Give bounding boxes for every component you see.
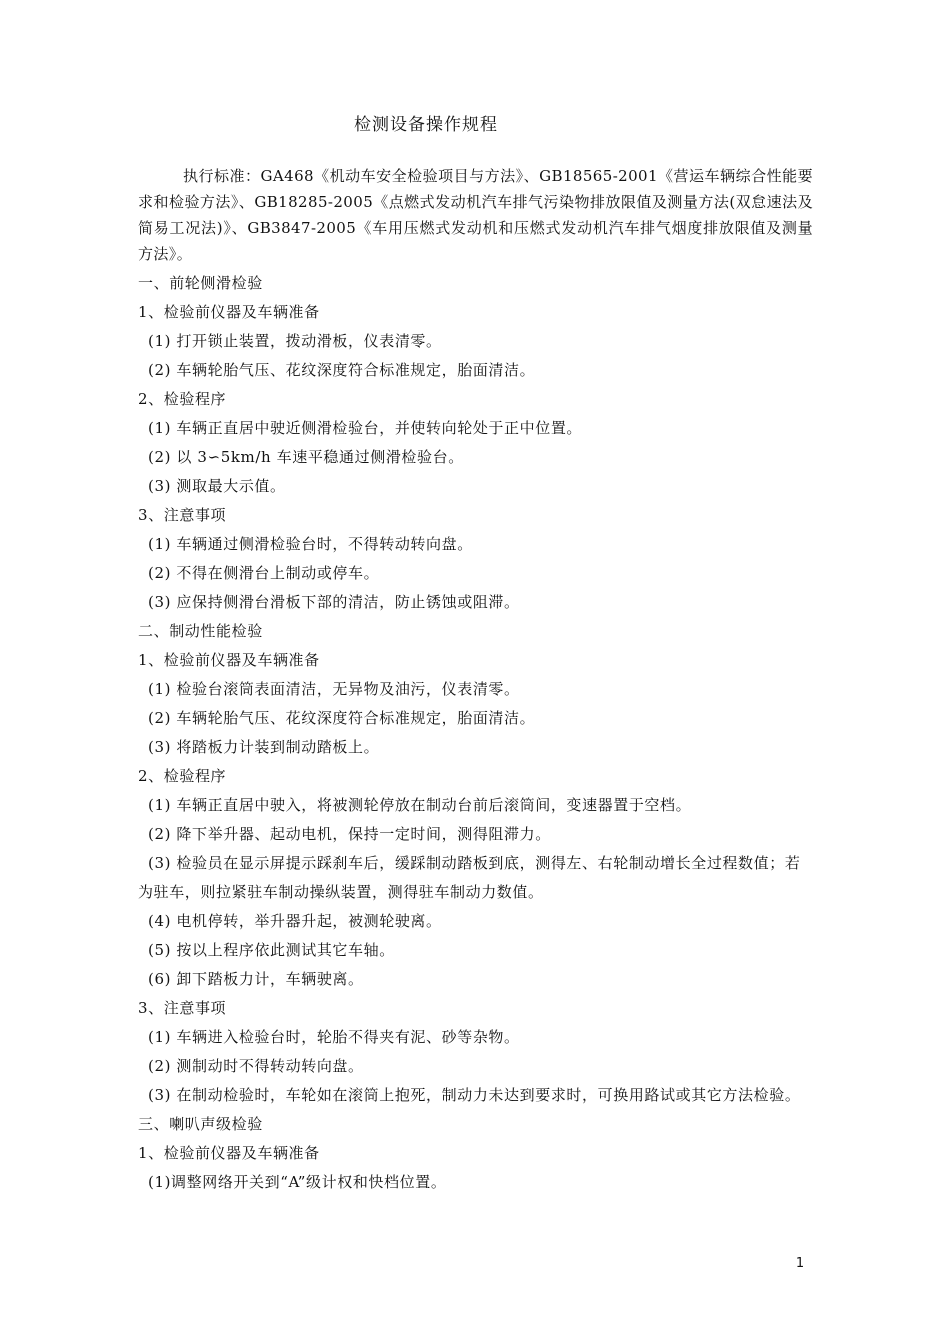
subsection-heading: 1、检验前仪器及车辆准备 [138, 1144, 320, 1162]
list-item: (1) 检验台滚筒表面清洁，无异物及油污，仪表清零。 [148, 680, 520, 698]
list-item: (3) 将踏板力计装到制动踏板上。 [148, 738, 380, 756]
subsection-heading: 2、检验程序 [138, 390, 227, 408]
list-item: (2) 测制动时不得转动转向盘。 [148, 1057, 364, 1075]
list-item: (3) 检验员在显示屏提示踩刹车后，缓踩制动踏板到底，测得左、右轮制动增长全过程数值；若为驻车，则拉紧驻车制动操纵装置，测得驻车制动力数值。 [138, 854, 801, 901]
list-item: (5) 按以上程序依此测试其它车轴。 [148, 941, 395, 959]
subsection-heading: 3、注意事项 [138, 999, 227, 1017]
list-item: (2) 降下举升器、起动电机，保持一定时间，测得阻滞力。 [148, 825, 551, 843]
section-heading-2: 二、制动性能检验 [138, 622, 263, 640]
list-item: (3) 应保持侧滑台滑板下部的清洁，防止锈蚀或阻滞。 [148, 593, 520, 611]
list-item: (1) 打开锁止装置，拨动滑板，仪表清零。 [148, 332, 442, 350]
list-item: (3) 在制动检验时，车轮如在滚筒上抱死，制动力未达到要求时，可换用路试或其它方法检验。 [148, 1086, 801, 1104]
list-item: (1) 车辆正直居中驶近侧滑检验台，并使转向轮处于正中位置。 [148, 419, 583, 437]
subsection-heading: 3、注意事项 [138, 506, 227, 524]
intro-paragraph: 执行标准：GA468《机动车安全检验项目与方法》、GB18565-2001《营运车辆综合性能要求和检验方法》、GB18285-2005《点燃式发动机汽车排气污染物排放限值及测量方法(双怠速法及简易工况法)》、GB3847-2005《车用压燃式发动机和压燃式发动机汽车排气烟度排放限值及测量方法》。 [138, 167, 813, 263]
list-item: (1) 车辆进入检验台时，轮胎不得夹有泥、砂等杂物。 [148, 1028, 520, 1046]
list-item: (2) 不得在侧滑台上制动或停车。 [148, 564, 380, 582]
document-title: 检测设备操作规程 [354, 115, 498, 135]
list-item: (2) 车辆轮胎气压、花纹深度符合标准规定，胎面清洁。 [148, 709, 536, 727]
list-item: (1) 车辆正直居中驶入，将被测轮停放在制动台前后滚筒间，变速器置于空档。 [148, 796, 692, 814]
list-item: (1) 车辆通过侧滑检验台时，不得转动转向盘。 [148, 535, 473, 553]
page-number: 1 [795, 1256, 805, 1271]
list-item: (4) 电机停转，举升器升起，被测轮驶离。 [148, 912, 442, 930]
list-item: (2) 车辆轮胎气压、花纹深度符合标准规定，胎面清洁。 [148, 361, 536, 379]
subsection-heading: 1、检验前仪器及车辆准备 [138, 651, 320, 669]
subsection-heading: 1、检验前仪器及车辆准备 [138, 303, 320, 321]
section-heading-1: 一、前轮侧滑检验 [138, 274, 263, 292]
subsection-heading: 2、检验程序 [138, 767, 227, 785]
document-body [138, 163, 813, 1197]
list-item: (1)调整网络开关到“A”级计权和快档位置。 [148, 1173, 447, 1191]
section-heading-3: 三、喇叭声级检验 [138, 1115, 263, 1133]
list-item: (3) 测取最大示值。 [148, 477, 286, 495]
list-item: (2) 以 3∽5km/h 车速平稳通过侧滑检验台。 [148, 448, 464, 466]
list-item: (6) 卸下踏板力计，车辆驶离。 [148, 970, 364, 988]
